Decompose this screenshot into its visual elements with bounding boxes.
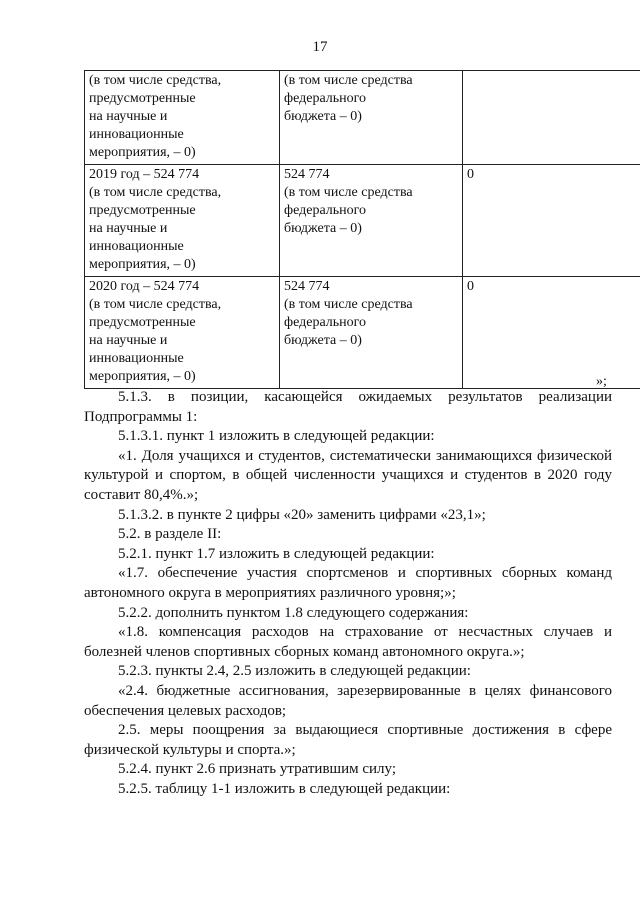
table-cell (463, 277, 640, 389)
cell-text-line: 524 774 (284, 279, 330, 294)
cell-text-line: инновационные (89, 239, 184, 254)
cell-text-line: предусмотренные (89, 203, 196, 218)
table-cell (85, 71, 280, 165)
table-closing-quote: »; (596, 374, 607, 389)
cell-text-line: 2019 год – 524 774 (89, 167, 200, 182)
paragraph-5-2-2: 5.2.2. дополнить пунктом 1.8 следующего содержания: (118, 604, 469, 621)
cell-text-line: федерального (284, 315, 367, 330)
cell-text-line: на научные и (89, 333, 168, 348)
quote-item-1-8: «1.8. компенсация расходов на страхование от несчастных случаев и болезней членов спортивных сборных команд автономного округа.»; (84, 624, 612, 660)
cell-text-line: 0 (467, 167, 474, 182)
table-cell (85, 277, 280, 389)
cell-text-line: на научные и (89, 109, 168, 124)
funding-table (84, 70, 640, 389)
cell-text-line: бюджета – 0) (284, 221, 362, 236)
cell-text-line: предусмотренные (89, 91, 196, 106)
table-row (85, 165, 640, 277)
table-cell (463, 71, 640, 165)
document-body (84, 388, 612, 799)
cell-text-line: бюджета – 0) (284, 333, 362, 348)
cell-text-line: предусмотренные (89, 315, 196, 330)
cell-text-line: (в том числе средства, (89, 297, 222, 312)
quote-item-2-5: 2.5. меры поощрения за выдающиеся спортивные достижения в сфере физической культуры и спорта.»; (84, 722, 612, 758)
cell-text-line: мероприятия, – 0) (89, 257, 196, 272)
cell-text-line: федерального (284, 203, 367, 218)
table-cell (280, 277, 463, 389)
cell-text-line: на научные и (89, 221, 168, 236)
paragraph-5-1-3: 5.1.3. в позиции, касающейся ожидаемых результатов реализации Подпрограммы 1: (84, 389, 612, 425)
paragraph-5-2-3: 5.2.3. пункты 2.4, 2.5 изложить в следующей редакции: (118, 663, 471, 680)
cell-text-line: федерального (284, 91, 367, 106)
cell-text-line: мероприятия, – 0) (89, 369, 196, 384)
cell-text-line: (в том числе средства (284, 185, 413, 200)
table-cell (280, 71, 463, 165)
table-cell (463, 165, 640, 277)
quote-item-1-7: «1.7. обеспечение участия спортсменов и спортивных сборных команд автономного округа в мероприятиях различного уровня;»; (84, 565, 612, 601)
cell-text-line: (в том числе средства (284, 73, 413, 88)
paragraph-5-2: 5.2. в разделе II: (118, 526, 222, 543)
cell-text-line: 2020 год – 524 774 (89, 279, 200, 294)
cell-text-line: мероприятия, – 0) (89, 145, 196, 160)
quote-item-2-4: «2.4. бюджетные ассигнования, зарезервированные в целях финансового обеспечения целевых расходов; (84, 682, 612, 719)
cell-text-line: 524 774 (284, 167, 330, 182)
cell-text-line: (в том числе средства (284, 297, 413, 312)
cell-text-line: бюджета – 0) (284, 109, 362, 124)
paragraph-5-2-1: 5.2.1. пункт 1.7 изложить в следующей редакции: (118, 545, 435, 562)
table-row (85, 71, 640, 165)
paragraph-5-1-3-2: 5.1.3.2. в пункте 2 цифры «20» заменить цифрами «23,1»; (118, 506, 486, 523)
table-cell (280, 165, 463, 277)
table-row (85, 277, 640, 389)
quote-item-1: «1. Доля учащихся и студентов, систематически занимающихся физической культурой и спортом, в общей численности учащихся и студентов в 2020 году составит 80,4%.»; (84, 447, 612, 503)
cell-text-line: 0 (467, 279, 474, 294)
paragraph-5-1-3-1: 5.1.3.1. пункт 1 изложить в следующей редакции: (118, 428, 435, 445)
page-number: 17 (312, 39, 328, 55)
cell-text-line: инновационные (89, 127, 184, 142)
paragraph-5-2-4: 5.2.4. пункт 2.6 признать утратившим силу; (118, 761, 397, 778)
cell-text-line: (в том числе средства, (89, 73, 222, 88)
cell-text-line: инновационные (89, 351, 184, 366)
paragraph-5-2-5: 5.2.5. таблицу 1-1 изложить в следующей редакции: (118, 780, 451, 797)
cell-text-line: (в том числе средства, (89, 185, 222, 200)
table-cell (85, 165, 280, 277)
